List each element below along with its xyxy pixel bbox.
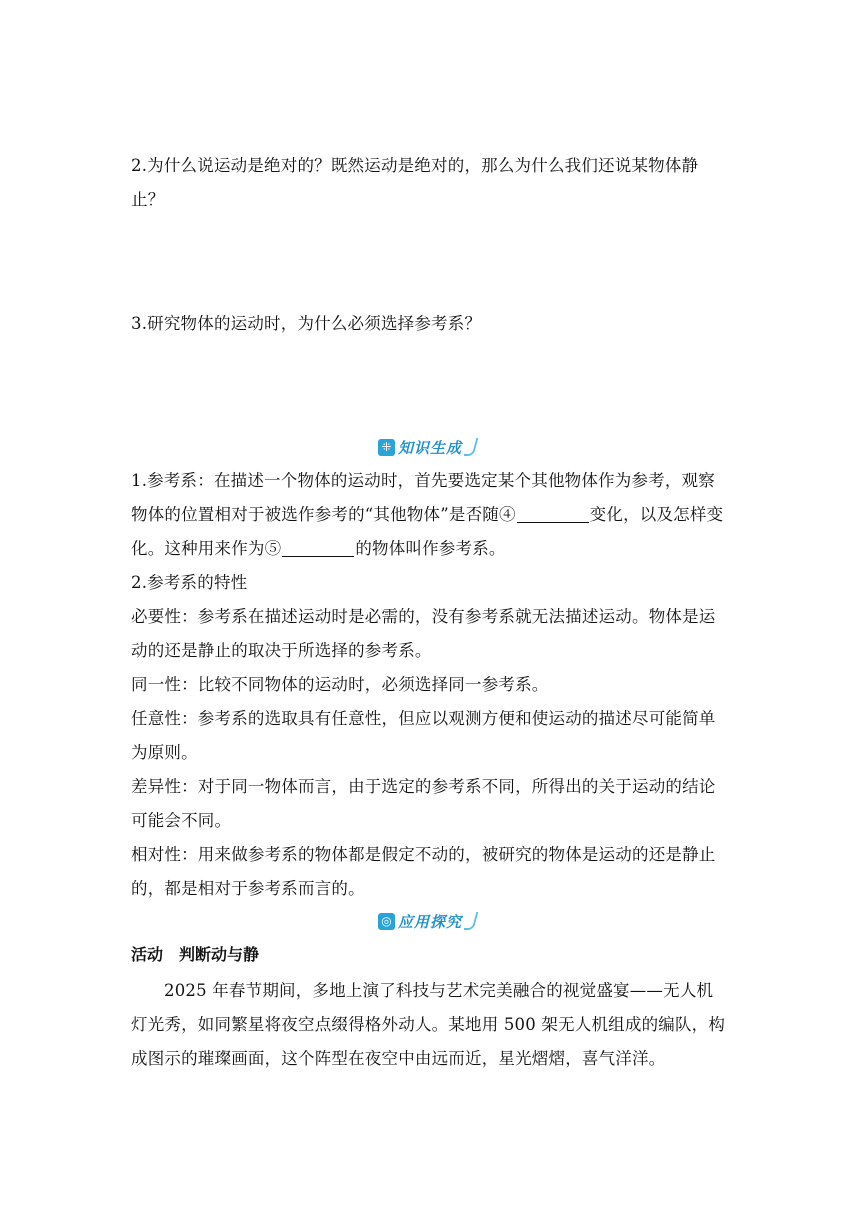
definition-line-3-prefix: 化。这种用来作为⑤ <box>131 539 282 558</box>
knowledge-section-badge <box>378 436 476 458</box>
reference-frame-definition-line-2 <box>131 498 731 532</box>
grid-puzzle-icon: ⁜ <box>378 439 395 456</box>
activity-body-line-2: 灯光秀，如同繁星将夜空点缀得格外动人。某地用 500 架无人机组成的编队，构 <box>131 1015 726 1034</box>
question-3-line-1: 3.研究物体的运动时，为什么必须选择参考系？ <box>131 314 482 333</box>
reference-frame-definition-line-3 <box>131 532 731 566</box>
definition-line-2-prefix: 物体的位置相对于被选作参考的“其他物体”是否随④ <box>131 505 516 524</box>
definition-line-2-suffix: 变化，以及怎样变 <box>589 505 724 524</box>
target-icon: ◎ <box>378 913 395 930</box>
necessity-line-1: 必要性：参考系在描述运动时是必需的，没有参考系就无法描述运动。物体是运 <box>131 607 716 626</box>
necessity-line-2: 动的还是静止的取决于所选择的参考系。 <box>131 641 432 660</box>
arbitrariness-line-1: 任意性：参考系的选取具有任意性，但应以观测方便和使运动的描述尽可能简单 <box>131 709 716 728</box>
knowledge-content <box>131 464 731 906</box>
activity-body-line-1: 2025 年春节期间，多地上演了科技与艺术完美融合的视觉盛宴——无人机 <box>164 981 714 1000</box>
fill-blank-5[interactable] <box>282 538 354 557</box>
question-2 <box>131 149 731 217</box>
application-section-badge <box>378 910 476 932</box>
relativity-line-1: 相对性：用来做参考系的物体都是假定不动的，被研究的物体是运动的还是静止 <box>131 845 716 864</box>
definition-line-3-suffix: 的物体叫作参考系。 <box>355 539 506 558</box>
arbitrariness-line-2: 为原则。 <box>131 743 198 762</box>
difference-line-2: 可能会不同。 <box>131 811 232 830</box>
application-badge-label: 应用探究 <box>398 912 463 931</box>
fill-blank-4[interactable] <box>517 504 589 523</box>
knowledge-badge-label: 知识生成 <box>398 438 463 457</box>
relativity-line-2: 的，都是相对于参考系而言的。 <box>131 879 365 898</box>
question-3 <box>131 307 731 341</box>
properties-title: 2.参考系的特性 <box>131 573 248 592</box>
activity-title: 活动 判断动与静 <box>131 945 260 964</box>
badge-tail-decoration <box>464 438 479 456</box>
activity-body-line-3: 成图示的璀璨画面，这个阵型在夜空中由远而近，星光熠熠，喜气洋洋。 <box>131 1049 666 1068</box>
question-2-line-1: 2.为什么说运动是绝对的？既然运动是绝对的，那么为什么我们还说某物体静 <box>131 156 699 175</box>
activity-body <box>131 974 731 1076</box>
badge-tail-decoration-2 <box>464 912 479 930</box>
difference-line-1: 差异性：对于同一物体而言，由于选定的参考系不同，所得出的关于运动的结论 <box>131 777 716 796</box>
sameness-line-1: 同一性：比较不同物体的运动时，必须选择同一参考系。 <box>131 675 549 694</box>
reference-frame-definition-line-1: 1.参考系：在描述一个物体的运动时，首先要选定某个其他物体作为参考，观察 <box>131 471 715 490</box>
question-2-line-2: 止？ <box>131 190 165 209</box>
